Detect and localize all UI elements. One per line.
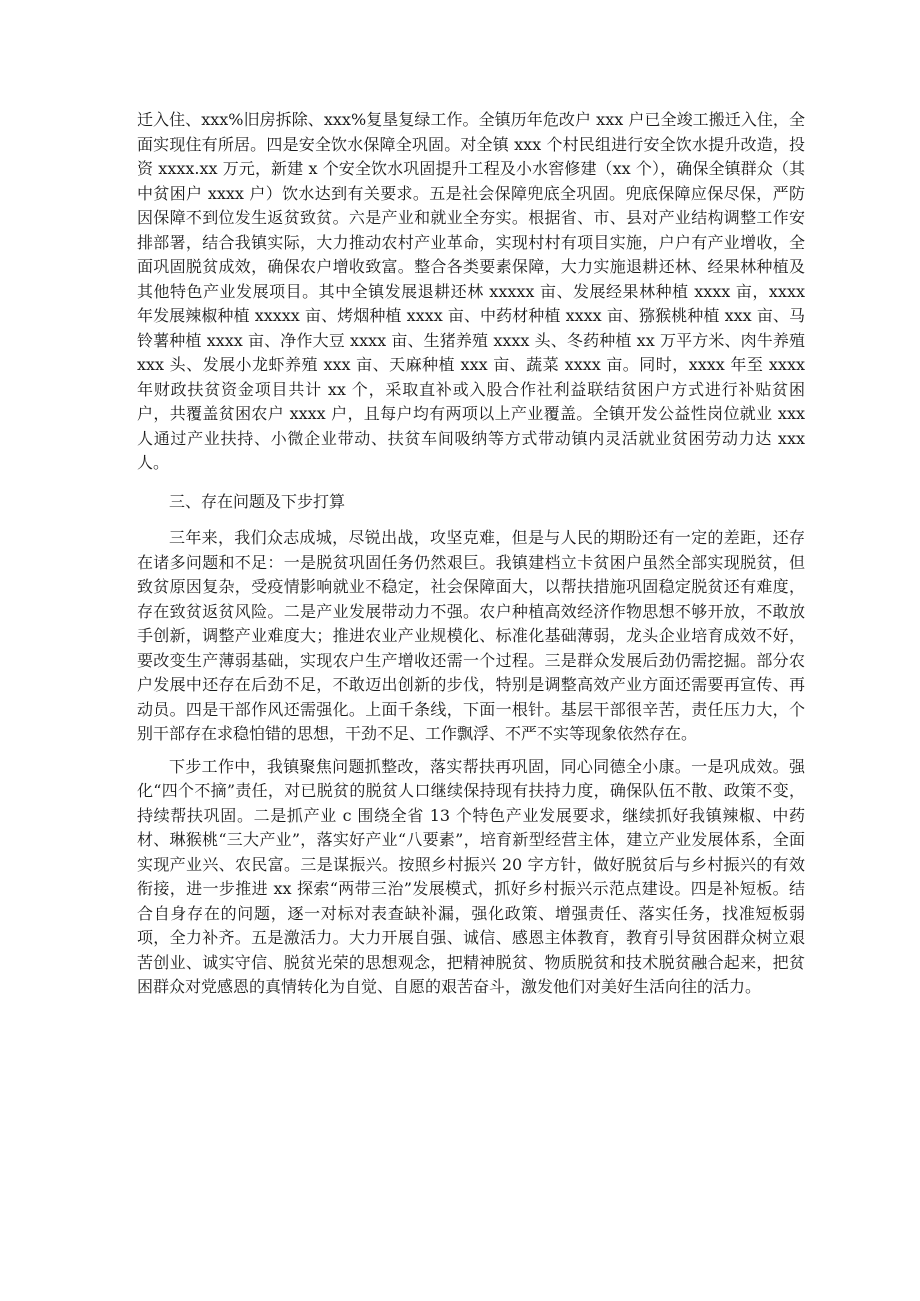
document-body: [137, 108, 805, 1000]
paragraph-next-steps: 下步工作中，我镇聚焦问题抓整改，落实帮扶再巩固，同心同德全小康。一是巩成效。强化“四个不摘”责任，对已脱贫的脱贫人口继续保持现有扶持力度，确保队伍不散、政策不变，持续帮扶巩固。二是抓产业 c 围绕全省 13 个特色产业发展要求，继续抓好我镇辣椒、中药材、琳猴桃“三大产业”，落实好产业“八要素”，培育新型经营主体，建立产业发展体系，全面实现产业兴、农民富。三是谋振兴。按照乡村振兴 20 字方针，做好脱贫后与乡村振兴的有效衔接，进一步推进 xx 探索“两带三治”发展模式，抓好乡村振兴示范点建设。四是补短板。结合自身存在的问题，逐一对标对表查缺补漏，强化政策、增强责任、落实任务，找准短板弱项，全力补齐。五是激活力。大力开展自强、诚信、感恩主体教育，教育引导贫困群众树立艰苦创业、诚实守信、脱贫光荣的思想观念，把精神脱贫、物质脱贫和技术脱贫融合起来，把贫困群众对党感恩的真情转化为自觉、自愿的艰苦奋斗，激发他们对美好生活向往的活力。: [137, 756, 805, 996]
section-heading: 三、存在问题及下步打算: [169, 491, 346, 511]
paragraph-problems: 三年来，我们众志成城，尽锐出战，攻坚克难，但是与人民的期盼还有一定的差距，还存在诸多问题和不足：一是脱贫巩固任务仍然艰巨。我镇建档立卡贫困户虽然全部实现脱贫，但致贫原因复杂，受疫情影响就业不稳定，社会保障面大，以帮扶措施巩固稳定脱贫还有难度，存在致贫返贫风险。二是产业发展带动力不强。农户种植高效经济作物思想不够开放，不敢放手创新，调整产业难度大；推进农业产业规模化、标准化基础薄弱，龙头企业培育成效不好，要改变生产薄弱基础，实现农户生产增收还需一个过程。三是群众发展后劲仍需挖掘。部分农户发展中还存在后劲不足，不敢迈出创新的步伐，特别是调整高效产业方面还需要再宣传、再动员。四是干部作风还需强化。上面千条线，下面一根针。基层干部很辛苦，责任压力大，个别干部存在求稳怕错的思想，干劲不足、工作飘浮、不严不实等现象依然存在。: [137, 528, 805, 743]
paragraph-continuation: 迁入住、xxx%旧房拆除、xxx%复垦复绿工作。全镇历年危改户 xxx 户已全竣工搬迁入住，全面实现住有所居。四是安全饮水保障全巩固。对全镇 xxx 个村民组进行安全饮水提升改造，投资 xxxx.xx 万元，新建 x 个安全饮水巩固提升工程及小水窖修建（xx 个），确保全镇群众（其中贫困户 xxxx 户）饮水达到有关要求。五是社会保障兜底全巩固。兜底保障应保尽保，严防因保障不到位发生返贫致贫。六是产业和就业全夯实。根据省、市、县对产业结构调整工作安排部署，结合我镇实际，大力推动农村产业革命，实现村村有项目实施，户户有产业增收，全面巩固脱贫成效，确保农户增收致富。整合各类要素保障，大力实施退耕还林、经果林种植及其他特色产业发展项目。其中全镇发展退耕还林 xxxxx 亩、发展经果林种植 xxxx 亩，xxxx 年发展辣椒种植 xxxxx 亩、烤烟种植 xxxx 亩、中药材种植 xxxx 亩、猕猴桃种植 xxx 亩、马铃薯种植 xxxx 亩、净作大豆 xxxx 亩、生猪养殖 xxxx 头、冬药种植 xx 万平方米、肉牛养殖 xxx 头、发展小龙虾养殖 xxx 亩、天麻种植 xxx 亩、蔬菜 xxxx 亩。同时，xxxx 年至 xxxx 年财政扶贫资金项目共计 xx 个，采取直补或入股合作社利益联结贫困户方式进行补贴贫困户，共覆盖贫困农户 xxxx 户，且每户均有两项以上产业覆盖。全镇开发公益性岗位就业 xxx 人通过产业扶持、小微企业带动、扶贫车间吸纳等方式带动镇内灵活就业贫困劳动力达 xxx 人。: [137, 110, 805, 472]
